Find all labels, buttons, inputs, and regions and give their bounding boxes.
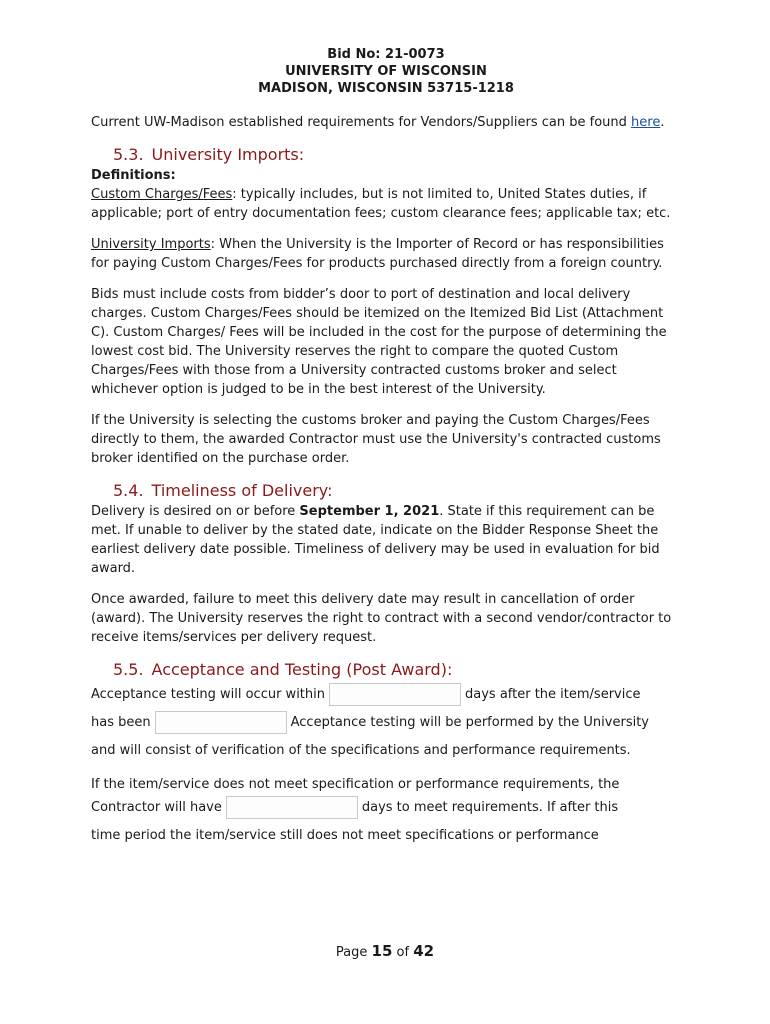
remedy-paragraph [91,775,681,850]
acceptance-line-2 [91,709,681,737]
acceptance-paragraph [91,681,681,765]
university-imports-definition [91,235,681,273]
acceptance-days-field[interactable] [329,683,461,706]
remedy-line-3: time period the item/service still does not meet specifications or performance [91,828,599,843]
definitions-label: Definitions: [91,168,176,183]
of-label: of [396,945,410,960]
remedy-days-field[interactable] [226,796,358,819]
intro-paragraph [91,113,681,132]
section-5-5-number: 5.5. [113,660,144,679]
remedy-line-1: If the item/service does not meet specification or performance requirements, the [91,777,620,792]
delivery-text-b: . State if this requirement can be met. If unable to deliver by the stated date, indicate on the Bidder Response Sheet the earliest delivery date possible. Timeliness of delivery may be used in evaluation for bid award. [91,504,660,576]
page-total: 42 [413,942,435,960]
bids-costs-paragraph: Bids must include costs from bidder’s door to port of destination and local delivery charges. Custom Charges/Fees should be itemized on the Itemized Bid List (Attachment C). Custom Charges/ Fees will be included in the cost for the purpose of determining the lowest cost bid. The University reserves the right to compare the quoted Custom Charges/Fees with those from a University contracted customs broker and select whichever option is judged to be in the best interest of the University. [91,287,667,397]
section-5-4-number: 5.4. [113,481,144,500]
university-imports-term: University Imports [91,237,211,252]
university-imports-text: : When the University is the Importer of Record or has responsibilities for paying Custom Charges/Fees for products purchased directly from a foreign country. [91,237,664,271]
document-page [91,46,681,850]
custom-charges-text: : typically includes, but is not limited to, United States duties, if applicable; port of entry documentation fees; custom clearance fees; applicable tax; etc. [91,187,671,221]
customs-broker-paragraph: If the University is selecting the customs broker and paying the Custom Charges/Fees directly to them, the awarded Contractor must use the University's contracted customs broker identified on the purchase order. [91,413,661,466]
remedy-text-1: Contractor will have [91,800,222,815]
acceptance-text-3: has been [91,715,151,730]
section-5-5-heading [91,659,681,681]
section-5-5-title: Acceptance and Testing (Post Award): [151,660,453,679]
page-label: Page [335,945,368,960]
delivery-text-a: Delivery is desired on or before [91,504,300,519]
custom-charges-definition [91,185,681,223]
university-name: UNIVERSITY OF WISCONSIN [285,64,487,79]
remedy-line-2 [91,794,681,822]
acceptance-text-2: days after the item/service [465,687,641,702]
acceptance-line-1 [91,681,681,709]
section-5-3-title: University Imports: [151,145,305,164]
here-link[interactable]: here [631,115,661,130]
acceptance-text-4: Acceptance testing will be performed by the University [290,715,649,730]
section-5-3-number: 5.3. [113,145,144,164]
delivery-failure-paragraph: Once awarded, failure to meet this delivery date may result in cancellation of order (award). The University reserves the right to contract with a second vendor/contractor to receive items/services per delivery request. [91,592,672,645]
remedy-text-2: days to meet requirements. If after this [361,800,619,815]
section-5-3-heading [91,144,681,166]
intro-text: Current UW-Madison established requirements for Vendors/Suppliers can be found [91,115,627,130]
bid-number: Bid No: 21-0073 [327,47,445,62]
delivery-date: September 1, 2021 [299,504,440,519]
acceptance-line-3: and will consist of verification of the specifications and performance requirements. [91,743,631,758]
university-address: MADISON, WISCONSIN 53715-1218 [258,81,514,96]
acceptance-text-1: Acceptance testing will occur within [91,687,325,702]
acceptance-status-field[interactable] [155,711,287,734]
page-footer [0,942,770,962]
delivery-date-paragraph [91,502,681,578]
intro-end: . [660,115,665,130]
custom-charges-term: Custom Charges/Fees [91,187,233,202]
page-number: 15 [371,942,393,960]
section-5-4-heading [91,480,681,502]
document-header [91,46,681,97]
section-5-4-title: Timeliness of Delivery: [151,481,333,500]
